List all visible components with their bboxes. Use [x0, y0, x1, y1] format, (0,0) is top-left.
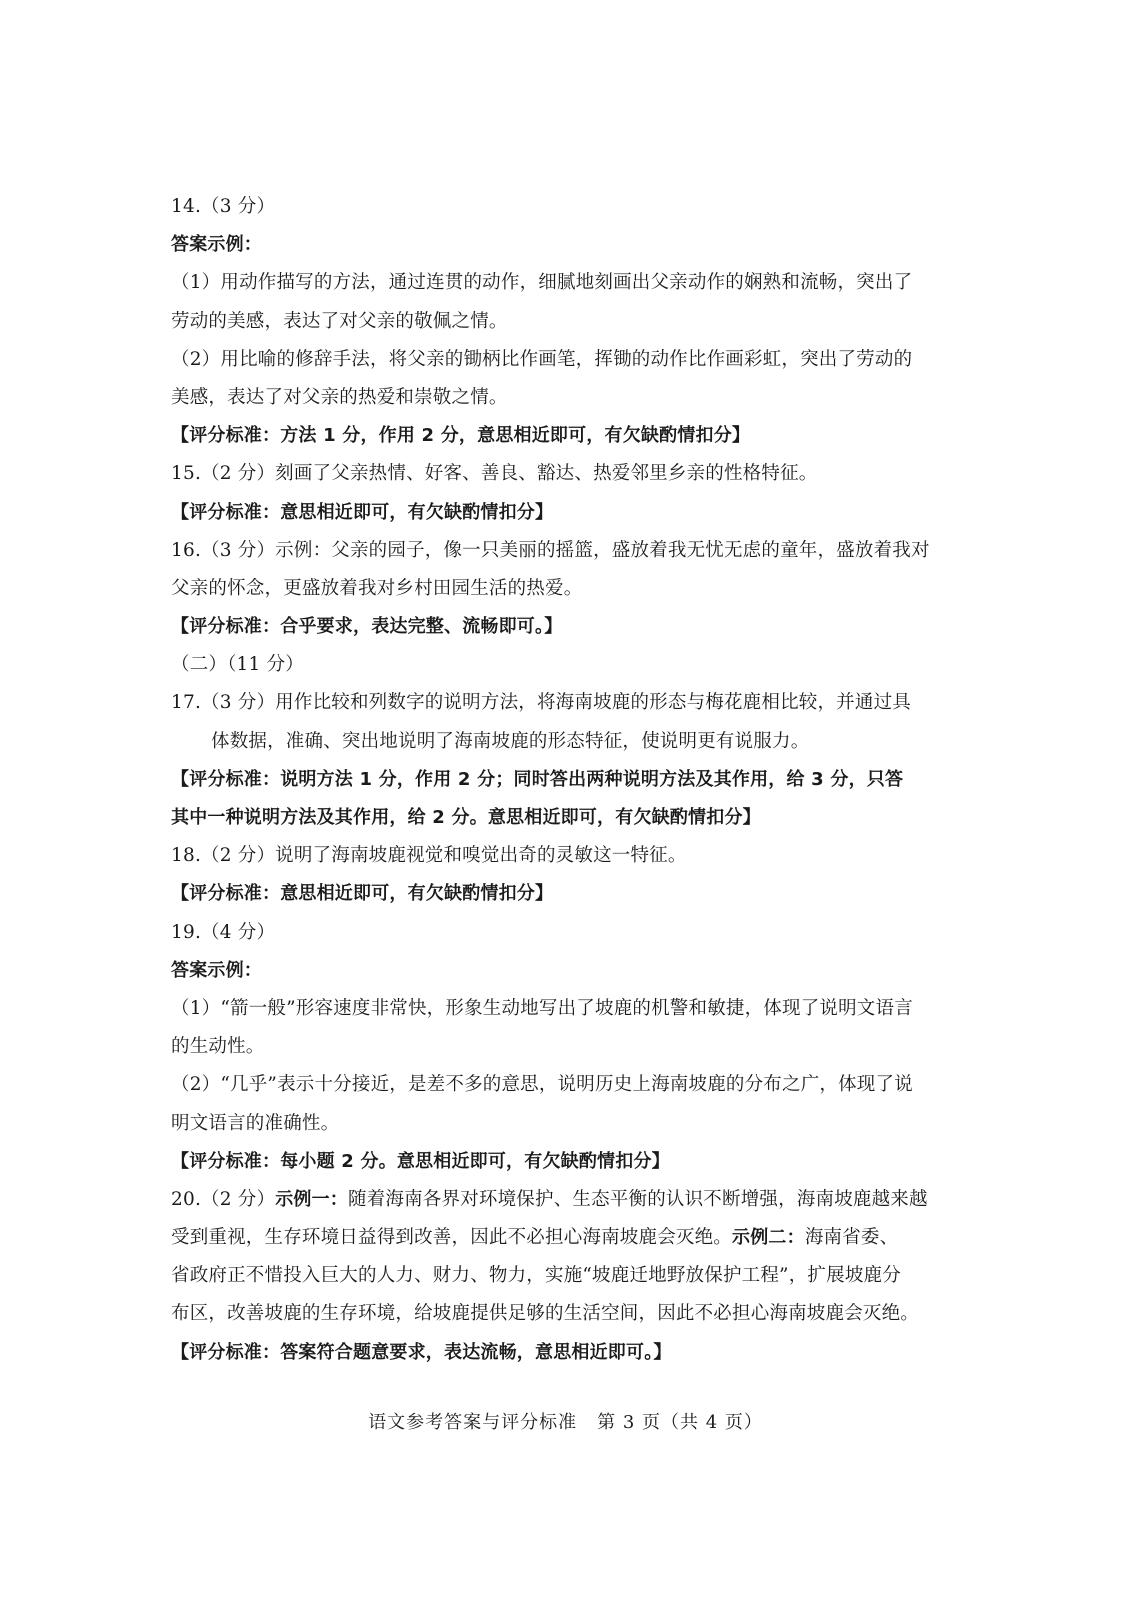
answer-text: 劳动的美感，表达了对父亲的敬佩之情。 [171, 310, 508, 332]
question-20-number: 20.（2 分） [171, 1188, 276, 1210]
answer-content [171, 188, 961, 1372]
answer-text: 受到重视，生存环境日益得到改善，因此不必担心海南坡鹿会灭绝。 [171, 1227, 733, 1249]
scoring-criteria: 【评分标准：说明方法 1 分，作用 2 分；同时答出两种说明方法及其作用，给 3 分，只答 [171, 768, 904, 790]
question-14-header: 14.（3 分） [171, 196, 276, 217]
answer-text: 的生动性。 [171, 1036, 265, 1058]
answer-text: （2）“几乎”表示十分接近，是差不多的意思，说明历史上海南坡鹿的分布之广，体现了说 [171, 1074, 913, 1096]
scoring-criteria: 【评分标准：合乎要求，表达完整、流畅即可。】 [171, 616, 563, 638]
footer-page-number: 第 3 页（共 4 页） [597, 1412, 763, 1433]
question-20-answer [171, 1181, 961, 1219]
scoring-criteria: 【评分标准：意思相近即可，有欠缺酌情扣分】 [171, 501, 554, 523]
question-17-answer: 17.（3 分）用作比较和列数字的说明方法，将海南坡鹿的形态与梅花鹿相比较，并通过具 [171, 692, 911, 714]
answer-text: 美感，表达了对父亲的热爱和崇敬之情。 [171, 386, 508, 408]
scoring-criteria: 【评分标准：每小题 2 分。意思相近即可，有欠缺酌情扣分】 [171, 1150, 670, 1172]
example-2-label: 示例二： [732, 1227, 805, 1249]
scoring-criteria: 【评分标准：方法 1 分，作用 2 分，意思相近即可，有欠缺酌情扣分】 [171, 425, 751, 447]
section-2-header: （二）（11 分） [171, 654, 304, 676]
answer-text: 随着海南各界对环境保护、生态平衡的认识不断增强，海南坡鹿越来越 [348, 1188, 928, 1210]
scoring-criteria: 其中一种说明方法及其作用，给 2 分。意思相近即可，有欠缺酌情扣分】 [171, 807, 761, 828]
question-16-answer: 16.（3 分）示例：父亲的园子，像一只美丽的摇篮，盛放着我无忧无虑的童年，盛放着我对 [171, 539, 930, 561]
example-1-label: 示例一： [275, 1188, 348, 1210]
answer-text: 体数据，准确、突出地说明了海南坡鹿的形态特征，使说明更有说服力。 [211, 730, 810, 752]
page-footer [0, 1408, 1131, 1434]
question-18-answer: 18.（2 分）说明了海南坡鹿视觉和嗅觉出奇的灵敏这一特征。 [171, 845, 687, 867]
answer-text: （1）“箭一般”形容速度非常快，形象生动地写出了坡鹿的机警和敏捷，体现了说明文语言 [171, 997, 913, 1019]
answer-text: （2）用比喻的修辞手法，将父亲的锄柄比作画笔，挥锄的动作比作画彩虹，突出了劳动的 [171, 348, 913, 370]
answer-example-label: 答案示例： [171, 959, 262, 981]
question-19-header: 19.（4 分） [171, 921, 276, 943]
footer-doc-title: 语文参考答案与评分标准 [368, 1412, 578, 1433]
question-15-answer: 15.（2 分）刻画了父亲热情、好客、善良、豁达、热爱邻里乡亲的性格特征。 [171, 463, 818, 485]
answer-text-line [171, 1219, 961, 1257]
answer-example-label: 答案示例： [171, 234, 262, 256]
answer-text: 父亲的怀念，更盛放着我对乡村田园生活的热爱。 [171, 577, 583, 599]
answer-text: 省政府正不惜投入巨大的人力、财力、物力，实施“坡鹿迁地野放保护工程”，扩展坡鹿分 [171, 1265, 901, 1287]
answer-text: 明文语言的准确性。 [171, 1112, 340, 1134]
scoring-criteria: 【评分标准：答案符合题意要求，表达流畅，意思相近即可。】 [171, 1341, 672, 1363]
scoring-criteria: 【评分标准：意思相近即可，有欠缺酌情扣分】 [171, 883, 554, 905]
answer-text: 海南省委、 [804, 1227, 899, 1249]
answer-text: （1）用动作描写的方法，通过连贯的动作，细腻地刻画出父亲动作的娴熟和流畅，突出了 [171, 272, 913, 294]
answer-text: 布区，改善坡鹿的生存环境，给坡鹿提供足够的生活空间，因此不必担心海南坡鹿会灭绝。 [171, 1303, 920, 1325]
